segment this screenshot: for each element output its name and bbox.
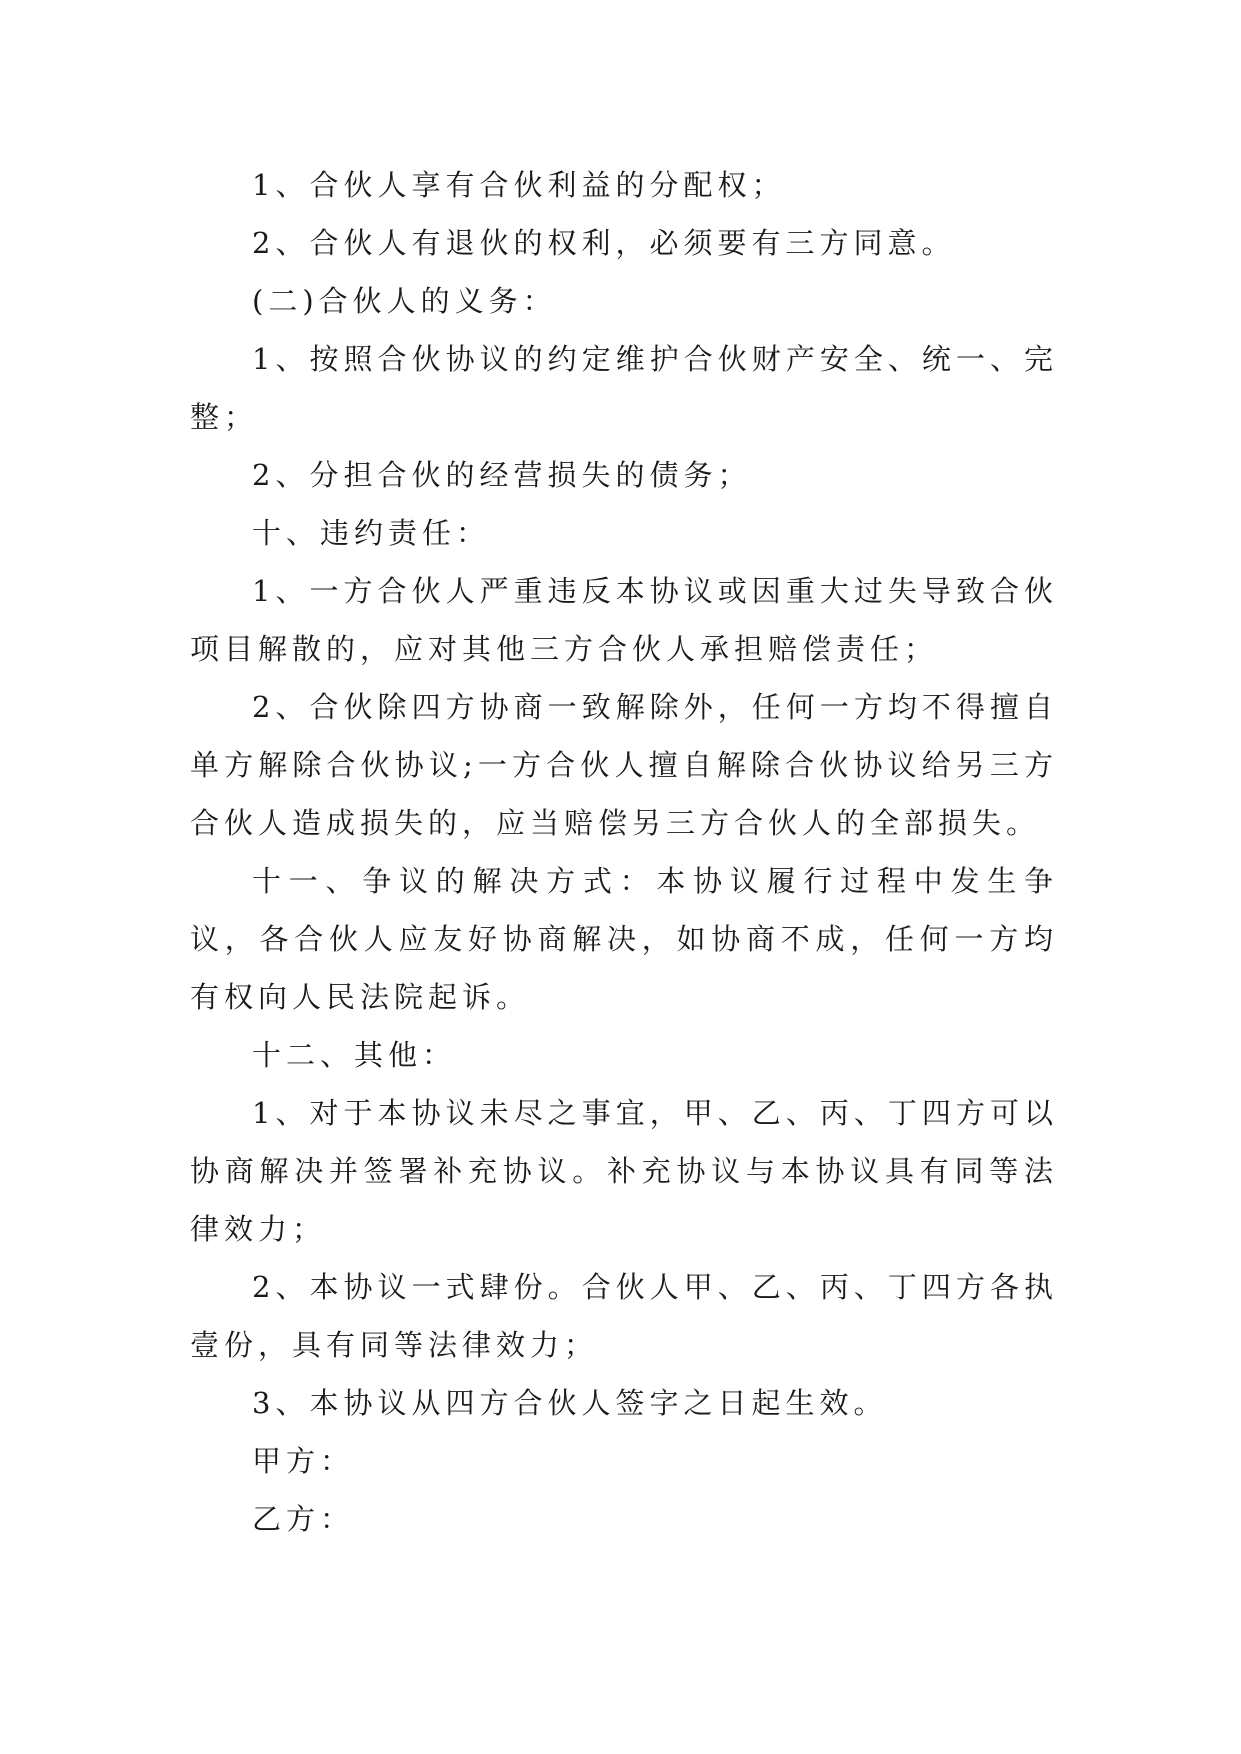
paragraph-unilateral-termination: 2、合伙除四方协商一致解除外，任何一方均不得擅自单方解除合伙协议;一方合伙人擅自解除合伙协议给另三方合伙人造成损失的，应当赔偿另三方合伙人的全部损失。 bbox=[190, 690, 1058, 840]
document-body bbox=[190, 156, 1058, 1548]
paragraph-supplementary-agreement: 1、对于本协议未尽之事宜，甲、乙、丙、丁四方可以协商解决并签署补充协议。补充协议与本协议具有同等法律效力； bbox=[190, 1096, 1058, 1246]
paragraph-obligation-share-losses: 2、分担合伙的经营损失的债务； bbox=[252, 458, 752, 492]
paragraph-right-share-profit: 1、合伙人享有合伙利益的分配权； bbox=[252, 168, 786, 202]
paragraph-right-withdraw: 2、合伙人有退伙的权利，必须要有三方同意。 bbox=[252, 226, 956, 260]
paragraph-obligations-heading: (二)合伙人的义务： bbox=[252, 284, 557, 318]
paragraph-dispute-resolution: 十一、争议的解决方式：本协议履行过程中发生争议，各合伙人应友好协商解决，如协商不成，任何一方均有权向人民法院起诉。 bbox=[190, 864, 1058, 1014]
paragraph-copies: 2、本协议一式肆份。合伙人甲、乙、丙、丁四方各执壹份，具有同等法律效力； bbox=[190, 1270, 1058, 1362]
paragraph-obligation-protect-property: 1、按照合伙协议的约定维护合伙财产安全、统一、完整； bbox=[190, 342, 1058, 434]
signature-party-a: 甲方： bbox=[252, 1444, 355, 1478]
paragraph-effective-date: 3、本协议从四方合伙人签字之日起生效。 bbox=[252, 1386, 888, 1420]
paragraph-other-heading: 十二、其他： bbox=[252, 1038, 457, 1072]
paragraph-breach-compensation: 1、一方合伙人严重违反本协议或因重大过失导致合伙项目解散的，应对其他三方合伙人承担赔偿责任； bbox=[190, 574, 1058, 666]
signature-party-b: 乙方： bbox=[252, 1502, 355, 1536]
paragraph-breach-heading: 十、违约责任： bbox=[252, 516, 491, 550]
